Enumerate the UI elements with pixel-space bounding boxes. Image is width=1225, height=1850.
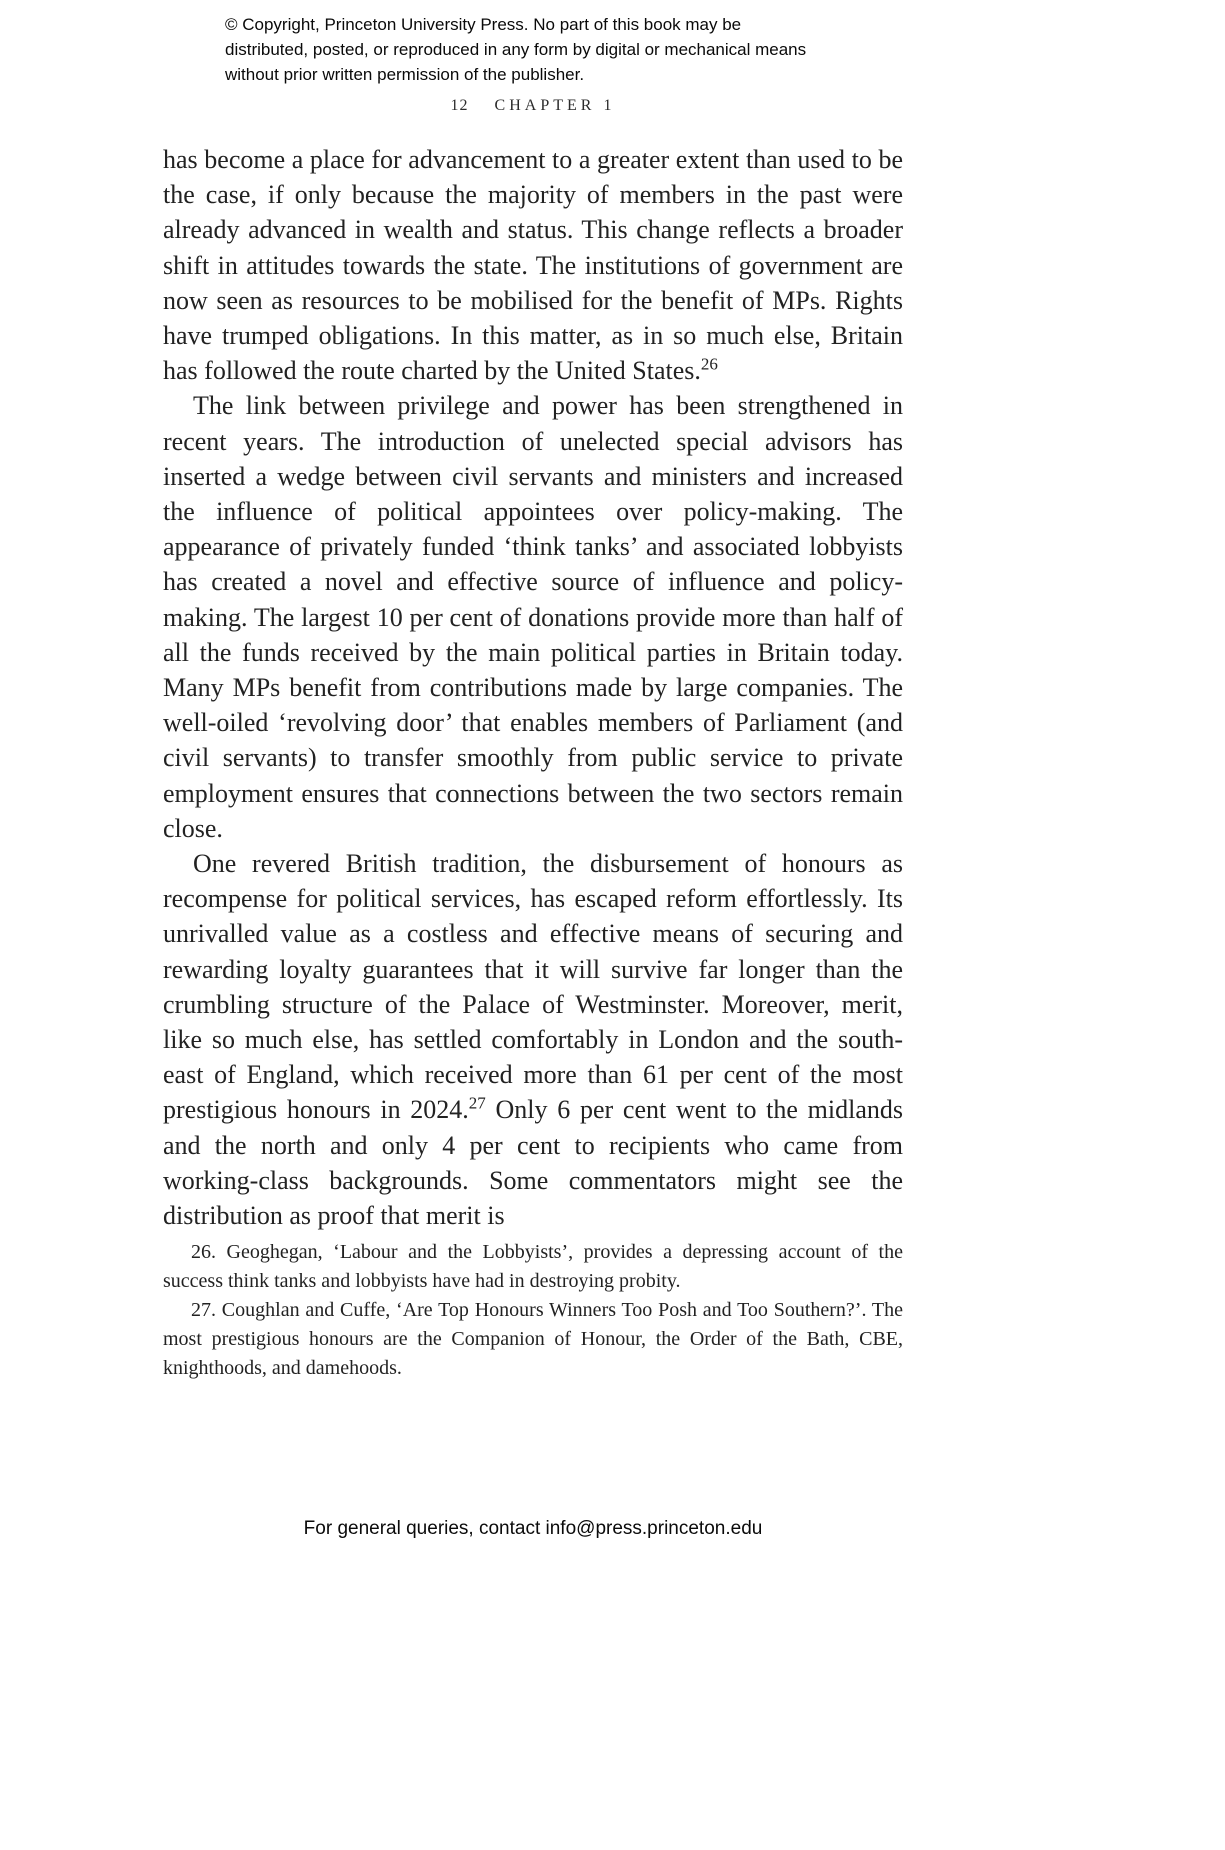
paragraph-text: Only 6 per cent went to the midlands and the north and only 4 per cent to recipients who came from working-class backgrounds. Some commentators might see the distribution as proof that merit is <box>163 1095 903 1231</box>
page-number: 12 <box>450 97 469 114</box>
footnote-ref-27: 27 <box>468 1093 486 1113</box>
chapter-heading: CHAPTER 1 <box>494 97 616 114</box>
paragraph <box>163 846 903 1233</box>
paragraph-text: One revered British tradition, the disbursement of honours as recompense for political services, has escaped reform effortlessly. Its unrivalled value as a costless and effective means of securing and rewarding loyalty guarantees that it will survive far longer than the crumbling structure of the Palace of Westminster. Moreover, merit, like so much else, has settled comfortably in London and the south-east of England, which received more than 61 per cent of the most prestigious honours in 2024. <box>163 849 903 1125</box>
footnote-27: 27. Coughlan and Cuffe, ‘Are Top Honours Winners Too Posh and Too Southern?’. The most prestigious honours are the Companion of Honour, the Order of the Bath, CBE, knighthoods, and damehoods. <box>163 1299 903 1379</box>
paragraph <box>163 388 903 846</box>
paragraph-text: The link between privilege and power has been strengthened in recent years. The introduction of unelected special advisors has inserted a wedge between civil servants and ministers and increased the influence of political appointees over policy-making. The appearance of privately funded ‘think tanks’ and associated lobbyists has created a novel and effective source of influence and policy-making. The largest 10 per cent of donations provide more than half of all the funds received by the main political parties in Britain today. Many MPs benefit from contributions made by large companies. The well-oiled ‘revolving door’ that enables members of Parliament (and civil servants) to transfer smoothly from public service to private employment ensures that connections between the two sectors remain close. <box>163 391 903 843</box>
copyright-notice: © Copyright, Princeton University Press. No part of this book may be distributed, posted, or reproduced in any form by digital or mechanical means without prior written permission of the publisher. <box>225 15 807 84</box>
footnotes-section <box>163 1238 903 1383</box>
paragraph-text: has become a place for advancement to a greater extent than used to be the case, if only because the majority of members in the past were already advanced in wealth and status. This change reflects a broader shift in attitudes towards the state. The institutions of government are now seen as resources to be mobilised for the benefit of MPs. Rights have trumped obligations. In this matter, as in so much else, Britain has followed the route charted by the United States. <box>163 145 903 386</box>
footnote-26: 26. Geoghegan, ‘Labour and the Lobbyists’, provides a depressing account of the success think tanks and lobbyists have had in destroying probity. <box>163 1241 903 1292</box>
footer-contact: For general queries, contact info@press.princeton.edu <box>303 1518 763 1539</box>
paragraph <box>163 142 903 388</box>
body-text <box>163 142 903 1233</box>
footnote-ref-26: 26 <box>700 354 718 374</box>
running-head <box>163 97 903 115</box>
